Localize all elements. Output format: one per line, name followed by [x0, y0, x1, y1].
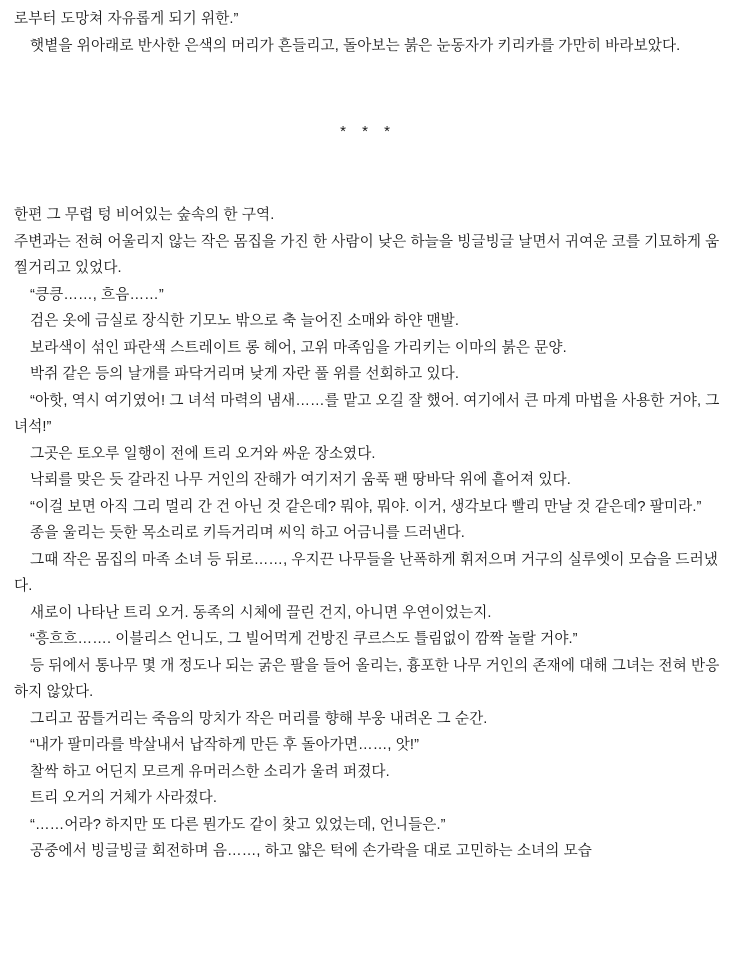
paragraph: 검은 옷에 금실로 장식한 기모노 밖으로 축 늘어진 소매와 하얀 맨발.	[30, 313, 460, 329]
paragraph: 종을 울리는 듯한 목소리로 키득거리며 씨익 하고 어금니를 드러낸다.	[30, 525, 465, 541]
vertical-spacer	[14, 140, 722, 202]
vertical-spacer	[14, 59, 722, 123]
paragraph: 보라색이 섞인 파란색 스트레이트 롱 헤어, 고위 마족임을 가리키는 이마의 붉은 문양.	[30, 339, 567, 356]
paragraph: 로부터 도망쳐 자유롭게 되기 위한.”	[14, 11, 239, 27]
paragraph: 주변과는 전혀 어울리지 않는 작은 몸집을 가진 한 사람이 낮은 하늘을 빙글빙글 날면서 귀여운 코를 기묘하게 움찔거리고 있었다.	[14, 233, 720, 276]
paragraph: 그곳은 토오루 일행이 전에 트리 오거와 싸운 장소였다.	[30, 445, 376, 462]
paragraph: “내가 팔미라를 박살내서 납작하게 만든 후 돌아가면……, 앗!”	[30, 737, 420, 753]
paragraph: “……어라? 하지만 또 다른 뭔가도 같이 찾고 있었는데, 언니들은.”	[30, 816, 446, 833]
paragraph-group-after-divider	[14, 202, 722, 865]
paragraph: 공중에서 빙글빙글 회전하며 음……, 하고 얇은 턱에 손가락을 대로 고민하는 소녀의 모습	[30, 843, 592, 859]
paragraph: 그때 작은 몸집의 마족 소녀 등 뒤로……, 우지끈 나무들을 난폭하게 휘저으며 거구의 실루엣이 모습을 드러냈다.	[14, 551, 719, 594]
paragraph: 박쥐 같은 등의 날개를 파닥거리며 낮게 자란 풀 위를 선회하고 있다.	[30, 366, 460, 382]
paragraph: “흥흐흐……. 이블리스 언니도, 그 빌어먹게 건방진 쿠르스도 틀림없이 깜짝 놀랄 거야.”	[30, 631, 578, 647]
paragraph: 햇볕을 위아래로 반사한 은색의 머리가 흔들리고, 돌아보는 붉은 눈동자가 키리카를 가만히 바라보았다.	[30, 37, 681, 54]
paragraph-group-before-divider	[14, 6, 722, 59]
paragraph: “이걸 보면 아직 그리 멀리 간 건 아닌 것 같은데? 뭐야, 뭐야. 이거, 생각보다 빨리 만날 것 같은데? 팔미라.”	[30, 498, 702, 515]
paragraph: 트리 오거의 거체가 사라졌다.	[30, 790, 217, 806]
paragraph: 새로이 나타난 트리 오거. 동족의 시체에 끌린 건지, 아니면 우연이었는지.	[30, 604, 492, 621]
paragraph: 등 뒤에서 통나무 몇 개 정도나 되는 굵은 팔을 들어 올리는, 흉포한 나무 거인의 존재에 대해 그녀는 전혀 반응하지 않았다.	[14, 657, 720, 700]
paragraph: “킁킁……, 흐음……”	[30, 286, 164, 303]
paragraph: 한편 그 무렵 텅 비어있는 숲속의 한 구역.	[14, 207, 275, 223]
paragraph: 낙뢰를 맞은 듯 갈라진 나무 거인의 잔해가 여기저기 움푹 팬 땅바닥 위에 흩어져 있다.	[30, 472, 571, 488]
paragraph: “아핫, 역시 여기였어! 그 녀석 마력의 냄새……를 맡고 오길 잘 했어. 여기에서 큰 마계 마법을 사용한 거야, 그 녀석!”	[14, 392, 720, 435]
scene-divider: * * *	[340, 123, 396, 140]
paragraph: 찰싹 하고 어딘지 모르게 유머러스한 소리가 울려 퍼졌다.	[30, 763, 390, 780]
paragraph: 그리고 꿈틀거리는 죽음의 망치가 작은 머리를 향해 부웅 내려온 그 순간.	[30, 710, 488, 727]
